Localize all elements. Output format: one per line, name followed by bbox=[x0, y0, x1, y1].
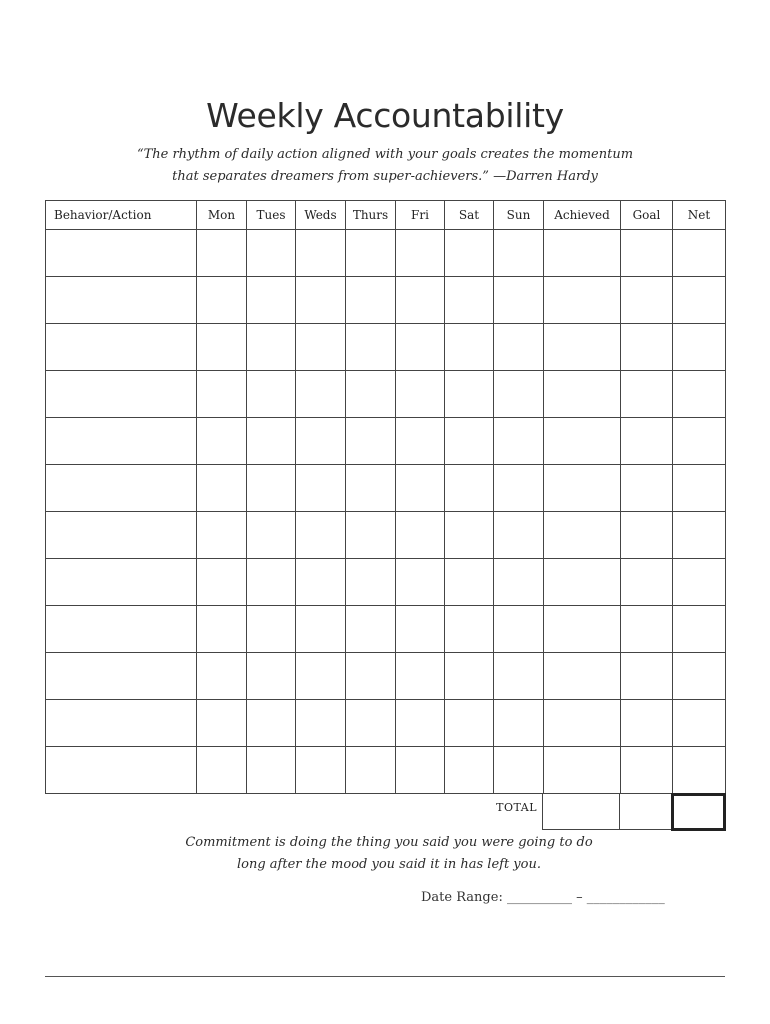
totals-row bbox=[45, 794, 725, 831]
table-cell[interactable] bbox=[544, 465, 621, 512]
table-cell[interactable] bbox=[396, 559, 445, 606]
table-row bbox=[46, 230, 726, 277]
table-cell[interactable] bbox=[494, 700, 544, 747]
table-cell[interactable] bbox=[346, 512, 396, 559]
table-cell[interactable] bbox=[296, 653, 346, 700]
table-cell[interactable] bbox=[445, 700, 494, 747]
table-cell[interactable] bbox=[673, 653, 726, 700]
table-cell[interactable] bbox=[621, 418, 673, 465]
table-cell[interactable] bbox=[46, 277, 197, 324]
table-cell[interactable] bbox=[346, 747, 396, 794]
table-cell[interactable] bbox=[197, 324, 247, 371]
table-cell[interactable] bbox=[621, 512, 673, 559]
table-cell[interactable] bbox=[621, 230, 673, 277]
table-cell[interactable] bbox=[46, 324, 197, 371]
table-cell[interactable] bbox=[346, 465, 396, 512]
page-title: Weekly Accountability bbox=[206, 96, 564, 135]
table-cell[interactable] bbox=[673, 324, 726, 371]
table-cell[interactable] bbox=[247, 371, 296, 418]
column-header: Sun bbox=[494, 201, 544, 230]
table-cell[interactable] bbox=[247, 465, 296, 512]
total-goal-cell[interactable] bbox=[619, 794, 672, 830]
table-cell[interactable] bbox=[673, 512, 726, 559]
table-cell[interactable] bbox=[445, 230, 494, 277]
table-cell[interactable] bbox=[673, 371, 726, 418]
table-cell[interactable] bbox=[346, 418, 396, 465]
table-cell[interactable] bbox=[494, 277, 544, 324]
table-cell[interactable] bbox=[247, 700, 296, 747]
table-cell[interactable] bbox=[494, 418, 544, 465]
table-cell[interactable] bbox=[396, 324, 445, 371]
column-header: Goal bbox=[621, 201, 673, 230]
table-cell[interactable] bbox=[396, 230, 445, 277]
table-cell[interactable] bbox=[296, 418, 346, 465]
table-cell[interactable] bbox=[247, 512, 296, 559]
table-cell[interactable] bbox=[544, 653, 621, 700]
table-row bbox=[46, 700, 726, 747]
table-row bbox=[46, 277, 726, 324]
table-cell[interactable] bbox=[621, 277, 673, 324]
table-cell[interactable] bbox=[46, 418, 197, 465]
table-cell[interactable] bbox=[544, 277, 621, 324]
table-cell[interactable] bbox=[46, 606, 197, 653]
table-cell[interactable] bbox=[673, 230, 726, 277]
table-cell[interactable] bbox=[247, 606, 296, 653]
table-row bbox=[46, 324, 726, 371]
total-achieved-cell[interactable] bbox=[542, 794, 620, 830]
table-cell[interactable] bbox=[494, 465, 544, 512]
table-cell[interactable] bbox=[247, 559, 296, 606]
table-cell[interactable] bbox=[346, 653, 396, 700]
table-cell[interactable] bbox=[346, 324, 396, 371]
table-cell[interactable] bbox=[197, 700, 247, 747]
table-row bbox=[46, 606, 726, 653]
table-cell[interactable] bbox=[296, 277, 346, 324]
table-cell[interactable] bbox=[494, 606, 544, 653]
table-cell[interactable] bbox=[396, 747, 445, 794]
table-cell[interactable] bbox=[197, 230, 247, 277]
commitment-quote bbox=[0, 832, 770, 876]
table-cell[interactable] bbox=[296, 559, 346, 606]
table-cell[interactable] bbox=[544, 512, 621, 559]
table-cell[interactable] bbox=[544, 747, 621, 794]
table-cell[interactable] bbox=[247, 277, 296, 324]
table-cell[interactable] bbox=[46, 700, 197, 747]
table-cell[interactable] bbox=[247, 230, 296, 277]
table-cell[interactable] bbox=[445, 465, 494, 512]
table-cell[interactable] bbox=[46, 371, 197, 418]
table-cell[interactable] bbox=[621, 465, 673, 512]
table-row bbox=[46, 747, 726, 794]
column-header: Fri bbox=[396, 201, 445, 230]
table-cell[interactable] bbox=[445, 277, 494, 324]
table-cell[interactable] bbox=[445, 324, 494, 371]
table-row bbox=[46, 371, 726, 418]
column-header: Mon bbox=[197, 201, 247, 230]
table-cell[interactable] bbox=[673, 700, 726, 747]
table-cell[interactable] bbox=[445, 606, 494, 653]
table-cell[interactable] bbox=[396, 606, 445, 653]
table-cell[interactable] bbox=[247, 653, 296, 700]
table-cell[interactable] bbox=[197, 747, 247, 794]
column-header: Behavior/Action bbox=[46, 201, 197, 230]
table-cell[interactable] bbox=[296, 371, 346, 418]
table-cell[interactable] bbox=[494, 324, 544, 371]
table-cell[interactable] bbox=[46, 559, 197, 606]
table-cell[interactable] bbox=[296, 512, 346, 559]
table-cell[interactable] bbox=[494, 371, 544, 418]
column-header: Net bbox=[673, 201, 726, 230]
table-body bbox=[46, 230, 726, 794]
commitment-line-1: Commitment is doing the thing you said you were going to do bbox=[185, 835, 593, 850]
table-cell[interactable] bbox=[46, 653, 197, 700]
table-cell[interactable] bbox=[673, 747, 726, 794]
table-cell[interactable] bbox=[445, 371, 494, 418]
table-cell[interactable] bbox=[247, 418, 296, 465]
table-row bbox=[46, 465, 726, 512]
table-cell[interactable] bbox=[197, 418, 247, 465]
table-cell[interactable] bbox=[673, 559, 726, 606]
table-cell[interactable] bbox=[296, 230, 346, 277]
table-cell[interactable] bbox=[445, 559, 494, 606]
table-cell[interactable] bbox=[46, 747, 197, 794]
table-cell[interactable] bbox=[621, 559, 673, 606]
table-cell[interactable] bbox=[296, 606, 346, 653]
table-cell[interactable] bbox=[296, 700, 346, 747]
table-cell[interactable] bbox=[346, 371, 396, 418]
column-header: Achieved bbox=[544, 201, 621, 230]
table-cell[interactable] bbox=[544, 230, 621, 277]
table-row bbox=[46, 512, 726, 559]
table-cell[interactable] bbox=[396, 277, 445, 324]
header-row bbox=[46, 201, 726, 230]
table-cell[interactable] bbox=[445, 512, 494, 559]
table-cell[interactable] bbox=[621, 606, 673, 653]
table-cell[interactable] bbox=[445, 418, 494, 465]
table-cell[interactable] bbox=[396, 418, 445, 465]
table-cell[interactable] bbox=[494, 747, 544, 794]
quote bbox=[0, 144, 770, 188]
table-cell[interactable] bbox=[296, 747, 346, 794]
table-cell[interactable] bbox=[346, 700, 396, 747]
table-cell[interactable] bbox=[544, 418, 621, 465]
table-cell[interactable] bbox=[494, 653, 544, 700]
table-cell[interactable] bbox=[346, 230, 396, 277]
table-row bbox=[46, 653, 726, 700]
table-cell[interactable] bbox=[673, 418, 726, 465]
table-cell[interactable] bbox=[445, 747, 494, 794]
table-cell[interactable] bbox=[544, 606, 621, 653]
column-header: Weds bbox=[296, 201, 346, 230]
quote-line-1: “The rhythm of daily action aligned with your goals creates the momentum bbox=[136, 147, 634, 162]
table-cell[interactable] bbox=[673, 465, 726, 512]
accountability-table bbox=[45, 200, 726, 794]
table-cell[interactable] bbox=[494, 559, 544, 606]
table-cell[interactable] bbox=[445, 653, 494, 700]
table-cell[interactable] bbox=[46, 465, 197, 512]
table-cell[interactable] bbox=[197, 277, 247, 324]
table-cell[interactable] bbox=[46, 230, 197, 277]
table-cell[interactable] bbox=[197, 371, 247, 418]
column-header: Sat bbox=[445, 201, 494, 230]
table-cell[interactable] bbox=[197, 653, 247, 700]
table-cell[interactable] bbox=[673, 277, 726, 324]
table-cell[interactable] bbox=[197, 559, 247, 606]
table-cell[interactable] bbox=[296, 324, 346, 371]
table-cell[interactable] bbox=[346, 559, 396, 606]
table-cell[interactable] bbox=[544, 371, 621, 418]
table-cell[interactable] bbox=[621, 653, 673, 700]
commitment-line-2: long after the mood you said it in has left you. bbox=[236, 857, 541, 872]
date-range: Date Range: __________ – ____________ bbox=[421, 890, 665, 905]
table-cell[interactable] bbox=[544, 324, 621, 371]
table-cell[interactable] bbox=[197, 512, 247, 559]
table-cell[interactable] bbox=[46, 512, 197, 559]
total-label: TOTAL bbox=[496, 801, 537, 814]
table-cell[interactable] bbox=[544, 700, 621, 747]
table-cell[interactable] bbox=[247, 324, 296, 371]
table-cell[interactable] bbox=[197, 465, 247, 512]
table-cell[interactable] bbox=[494, 230, 544, 277]
table-cell[interactable] bbox=[621, 700, 673, 747]
quote-line-2: that separates dreamers from super-achievers.” —Darren Hardy bbox=[172, 169, 598, 184]
table-cell[interactable] bbox=[296, 465, 346, 512]
table-cell[interactable] bbox=[396, 653, 445, 700]
table-cell[interactable] bbox=[621, 747, 673, 794]
table-cell[interactable] bbox=[396, 512, 445, 559]
table-cell[interactable] bbox=[494, 512, 544, 559]
table-cell[interactable] bbox=[197, 606, 247, 653]
table-cell[interactable] bbox=[346, 277, 396, 324]
table-cell[interactable] bbox=[396, 465, 445, 512]
table-cell[interactable] bbox=[396, 371, 445, 418]
footer-divider bbox=[45, 976, 725, 977]
table-row bbox=[46, 559, 726, 606]
table-row bbox=[46, 418, 726, 465]
table-cell[interactable] bbox=[621, 324, 673, 371]
column-header: Thurs bbox=[346, 201, 396, 230]
table-cell[interactable] bbox=[544, 559, 621, 606]
table-cell[interactable] bbox=[346, 606, 396, 653]
column-header: Tues bbox=[247, 201, 296, 230]
table-cell[interactable] bbox=[621, 371, 673, 418]
table-cell[interactable] bbox=[247, 747, 296, 794]
total-net-cell[interactable] bbox=[671, 793, 726, 831]
table-cell[interactable] bbox=[673, 606, 726, 653]
table-cell[interactable] bbox=[396, 700, 445, 747]
